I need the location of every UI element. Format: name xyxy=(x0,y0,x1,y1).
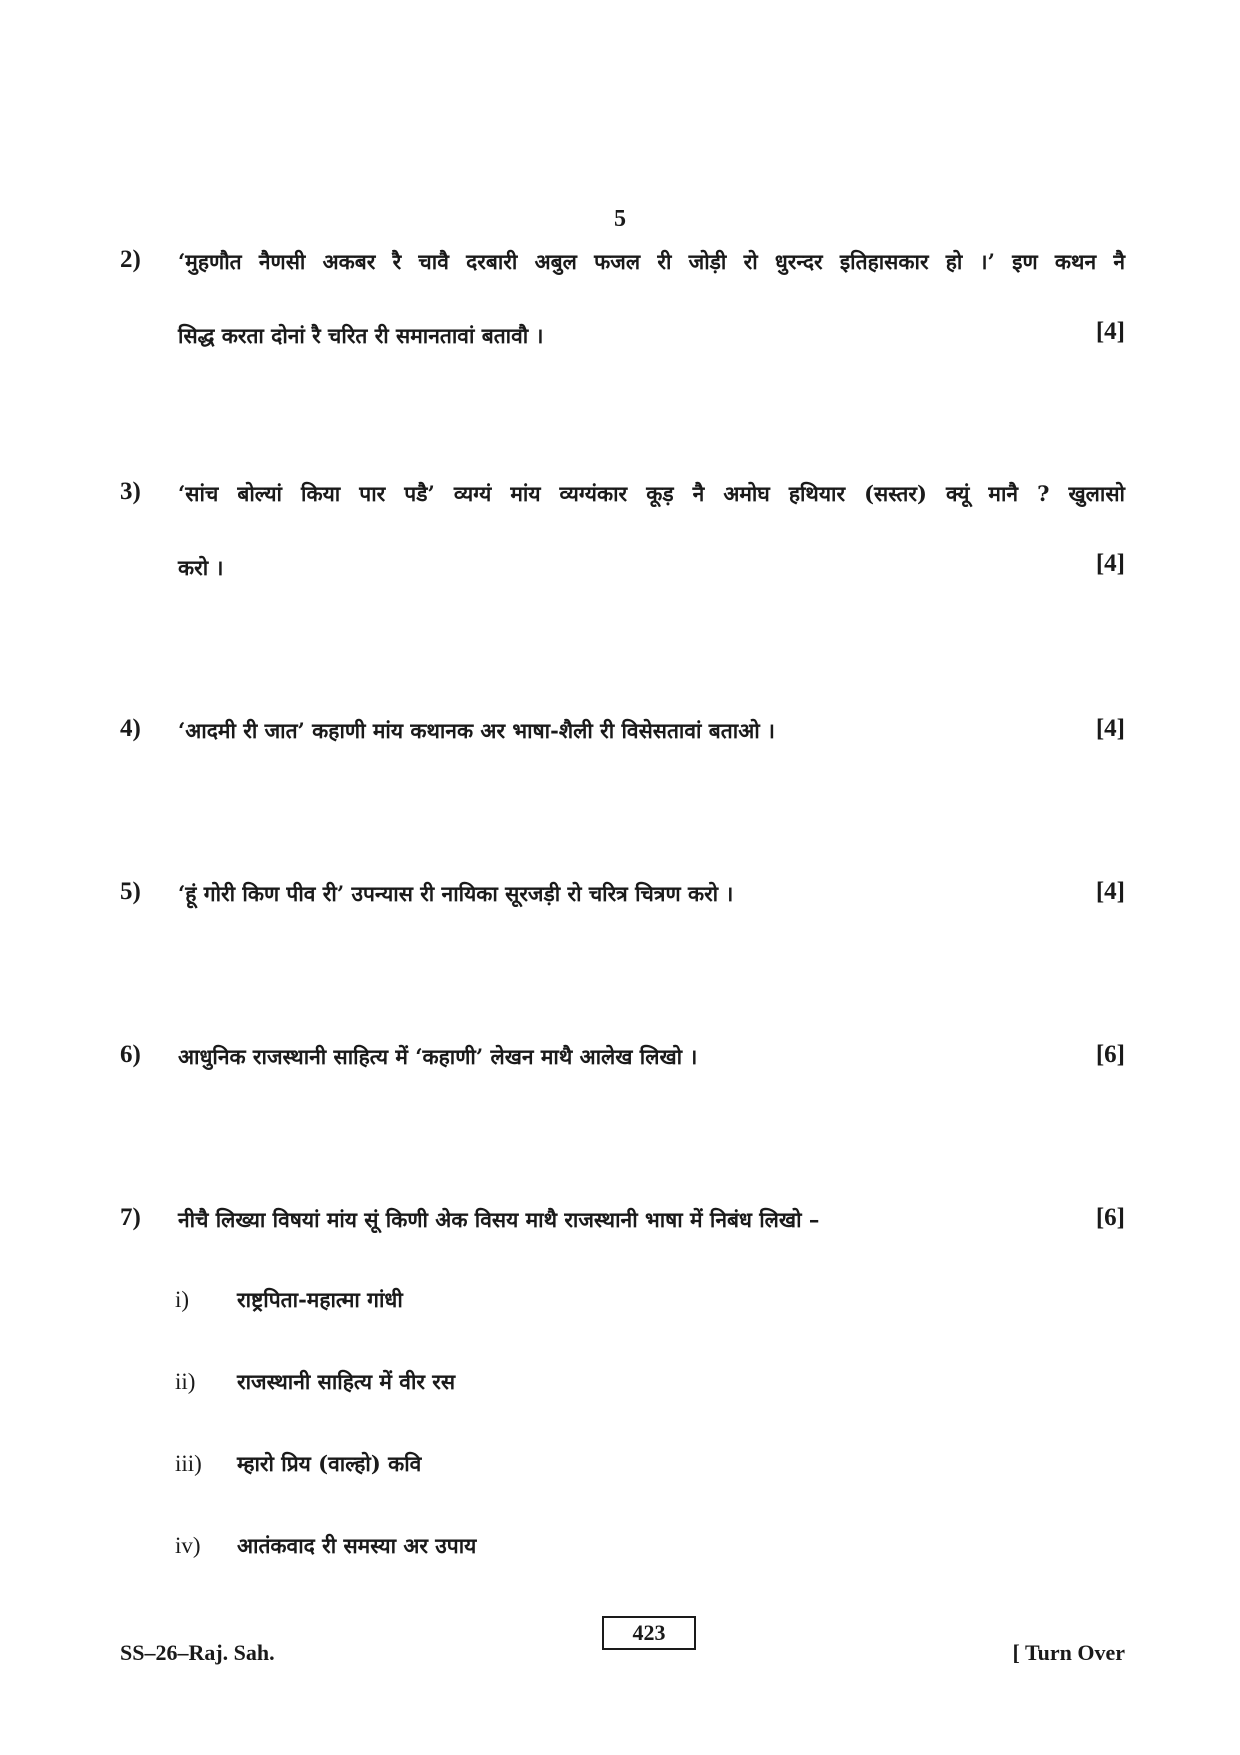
question-marks: [4] xyxy=(1095,715,1125,742)
question-text-line2: सिद्ध करता दोनां रै चरित री समानतावां बतावौ । xyxy=(178,323,544,348)
option-numeral: i) xyxy=(175,1287,190,1312)
question-number: 5) xyxy=(120,878,141,905)
question-marks: [4] xyxy=(1095,878,1125,905)
question-text: नीचै लिख्या विषयां मांय सूं किणी अेक विसय माथै राजस्थानी भाषा में निबंध लिखो – xyxy=(178,1207,820,1232)
question-marks: [4] xyxy=(1095,318,1125,345)
question-text-line1: ‘सांच बोल्यां किया पार पडै’ व्यग्यं मांय व्यग्यंकार कूड़ नै अमोघ हथियार (सस्तर) क्यूं मानै ? खुलासो xyxy=(178,481,1125,506)
option-text: राजस्थानी साहित्य में वीर रस xyxy=(237,1369,456,1394)
option-numeral: iii) xyxy=(175,1451,202,1476)
option-numeral: iv) xyxy=(175,1533,201,1558)
question-number: 4) xyxy=(120,715,141,742)
paper-code: SS–26–Raj. Sah. xyxy=(120,1640,275,1665)
question-text-line2: करो । xyxy=(178,555,224,580)
option-numeral: ii) xyxy=(175,1369,196,1394)
page-number: 5 xyxy=(614,206,626,232)
question-5 xyxy=(120,878,1125,918)
turn-over-label: [ Turn Over xyxy=(1012,1640,1125,1665)
question-text-line1: ‘मुहणौत नैणसी अकबर रै चावै दरबारी अबुल फजल री जोड़ी रो धुरन्दर इतिहासकार हो ।’ इण कथन नै xyxy=(178,249,1126,274)
question-number: 6) xyxy=(120,1041,141,1068)
question-6 xyxy=(120,1041,1125,1081)
question-marks: [4] xyxy=(1095,550,1125,577)
essay-option-2 xyxy=(175,1368,455,1396)
option-text: राष्ट्रपिता-महात्मा गांधी xyxy=(237,1287,403,1312)
page-code-box: 423 xyxy=(602,1616,696,1650)
essay-option-4 xyxy=(175,1532,476,1560)
question-text: आधुनिक राजस्थानी साहित्य में ‘कहाणी’ लेखन माथै आलेख लिखो । xyxy=(178,1044,698,1069)
question-text: ‘आदमी री जात’ कहाणी मांय कथानक अर भाषा-शैली री विसेसतावां बताओ । xyxy=(178,718,775,743)
option-text: आतंकवाद री समस्या अर उपाय xyxy=(237,1533,477,1558)
question-text: ‘हूं गोरी किण पीव री’ उपन्यास री नायिका सूरजड़ी रो चरित्र चित्रण करो । xyxy=(178,881,734,906)
question-7 xyxy=(120,1204,1125,1244)
question-marks: [6] xyxy=(1095,1041,1125,1068)
option-text: म्हारो प्रिय (वाल्हो) कवि xyxy=(237,1451,422,1476)
essay-option-1 xyxy=(175,1286,403,1314)
question-number: 7) xyxy=(120,1204,141,1231)
question-2 xyxy=(120,246,1125,346)
essay-option-3 xyxy=(175,1450,421,1478)
question-number: 2) xyxy=(120,246,141,273)
question-3 xyxy=(120,478,1125,578)
question-4 xyxy=(120,715,1125,755)
question-marks: [6] xyxy=(1095,1204,1125,1231)
question-number: 3) xyxy=(120,478,141,505)
